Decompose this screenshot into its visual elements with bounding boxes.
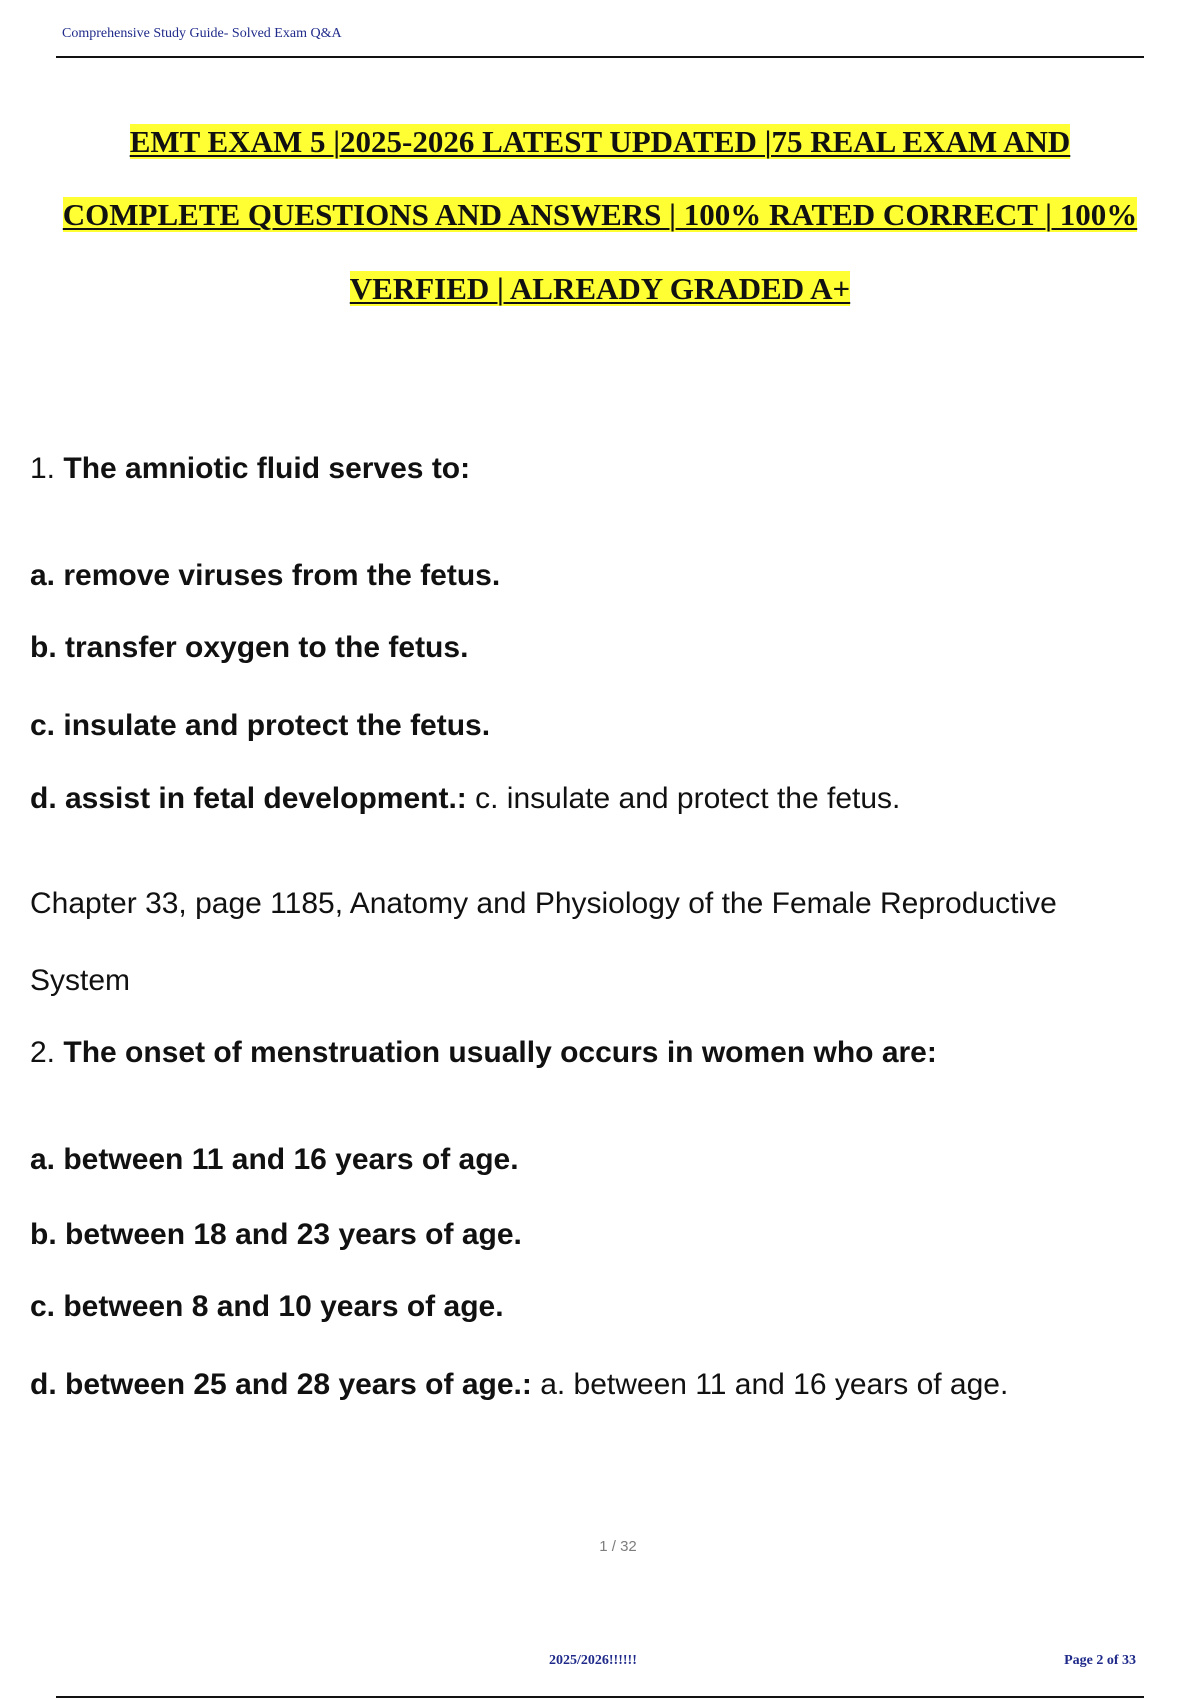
question-number: 1. — [30, 452, 56, 485]
question-number: 2. — [30, 1036, 56, 1069]
running-header: Comprehensive Study Guide- Solved Exam Q&A — [62, 26, 342, 41]
option-d-with-answer — [30, 781, 900, 817]
option-b: b. transfer oxygen to the fetus. — [30, 631, 469, 664]
option-d: d. assist in fetal development.: — [30, 782, 467, 815]
header-rule — [56, 56, 1144, 58]
option-c: c. between 8 and 10 years of age. — [30, 1290, 504, 1323]
answer: a. between 11 and 16 years of age. — [531, 1368, 1009, 1401]
option-a: a. between 11 and 16 years of age. — [30, 1143, 519, 1176]
option-c: c. insulate and protect the fetus. — [30, 709, 491, 742]
question-2 — [30, 1035, 937, 1071]
option-b: b. between 18 and 23 years of age. — [30, 1218, 522, 1251]
footer-rule — [56, 1696, 1144, 1698]
question-1 — [30, 451, 470, 487]
document-title-line-1: EMT EXAM 5 |2025-2026 LATEST UPDATED |75 REAL EXAM AND — [129, 124, 1071, 159]
option-d: d. between 25 and 28 years of age.: — [30, 1368, 532, 1401]
page-counter: 1 / 32 — [599, 1538, 637, 1555]
answer: c. insulate and protect the fetus. — [466, 782, 901, 815]
reference-line-1: Chapter 33, page 1185, Anatomy and Physiology of the Female Reproductive — [30, 887, 1057, 920]
document-title-line-3: VERFIED | ALREADY GRADED A+ — [349, 271, 851, 306]
footer-page-number: Page 2 of 33 — [1064, 1653, 1136, 1668]
footer-year: 2025/2026!!!!!! — [549, 1653, 637, 1668]
document-title-line-2: COMPLETE QUESTIONS AND ANSWERS | 100% RATED CORRECT | 100% — [62, 197, 1138, 232]
option-a: a. remove viruses from the fetus. — [30, 559, 501, 592]
reference-line-2: System — [30, 964, 131, 997]
question-prompt: The onset of menstruation usually occurs in women who are: — [63, 1036, 937, 1069]
option-d-with-answer — [30, 1367, 1008, 1403]
question-prompt: The amniotic fluid serves to: — [63, 452, 471, 485]
